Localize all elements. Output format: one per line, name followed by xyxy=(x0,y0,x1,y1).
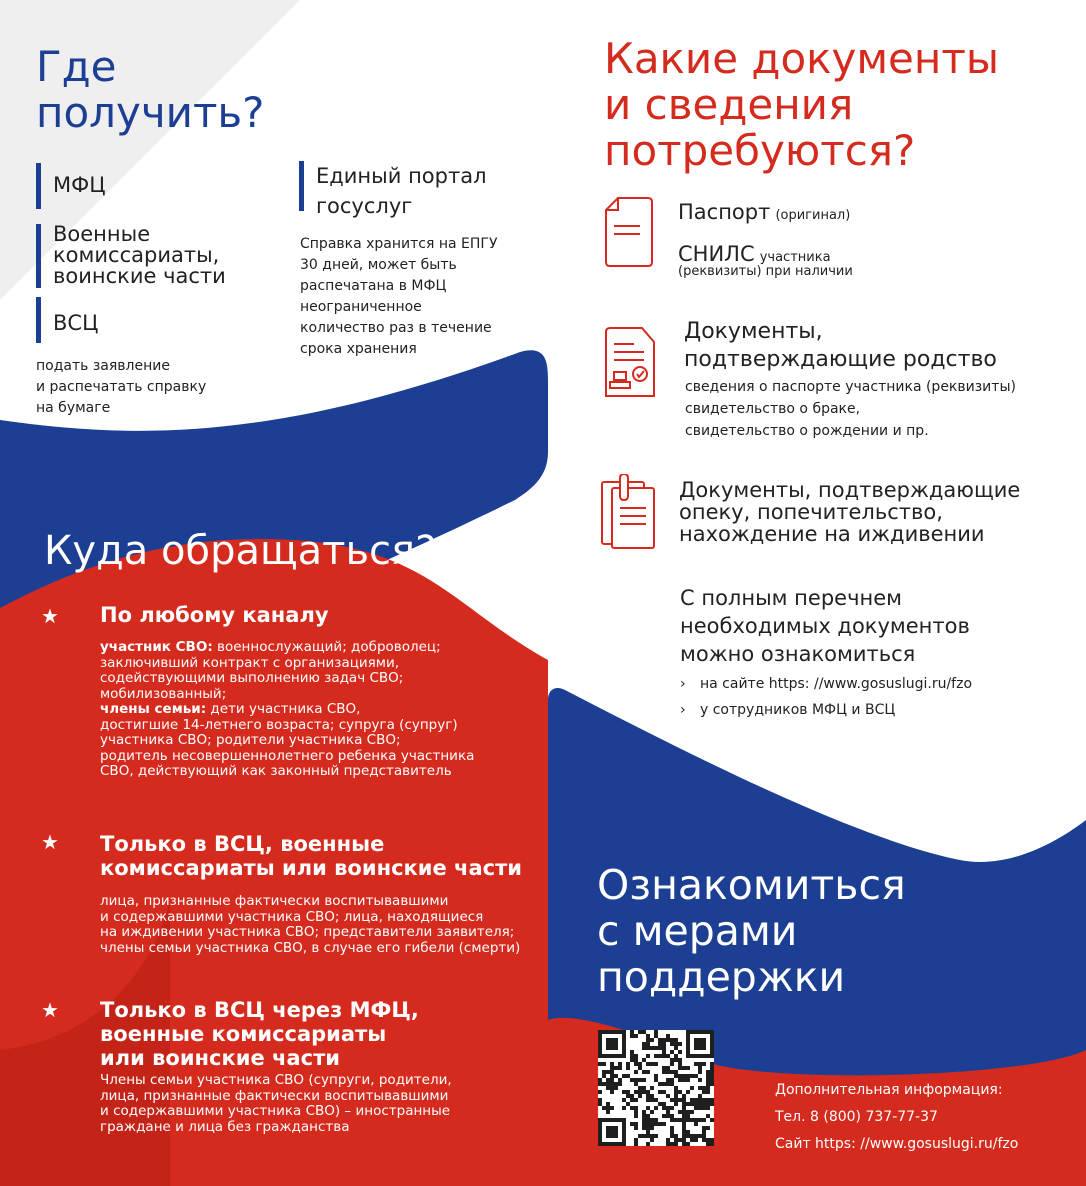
portal-note-line: распечатана в МФЦ xyxy=(300,278,447,294)
section-body-line xyxy=(100,702,474,718)
support-title-line: поддержки xyxy=(597,953,846,1001)
kinship-sub-line: свидетельство о браке, xyxy=(685,401,861,417)
section-body-line xyxy=(100,671,474,687)
kinship-item xyxy=(684,318,997,374)
body-text: дети участника СВО, xyxy=(206,701,361,717)
snils-item xyxy=(678,242,853,279)
full-list-line: можно ознакомиться xyxy=(680,642,916,666)
section-body xyxy=(100,1073,452,1135)
section-body-line: на иждивении участника СВО; представители заявителя; xyxy=(100,924,515,940)
where-item-mfc xyxy=(36,163,106,209)
support-title-line: Ознакомиться xyxy=(597,861,906,909)
where-title-line: Где xyxy=(36,42,117,91)
star-icon: ★ xyxy=(41,830,59,854)
section-body xyxy=(100,640,474,780)
section-body-line: и содержавшими участника СВО) – иностранные xyxy=(100,1103,451,1119)
body-text: содействующими выполнению задач СВО; xyxy=(100,670,404,686)
portal-line: Единый портал xyxy=(316,164,487,188)
list-item xyxy=(680,672,972,696)
body-text: родитель несовершеннолетнего ребенка участника xyxy=(100,747,475,764)
where-note-line: на бумаге xyxy=(36,400,111,416)
where-item-commissariats xyxy=(36,224,226,288)
link-text: у сотрудников МФЦ и ВСЦ xyxy=(700,702,896,718)
where-title xyxy=(36,44,264,136)
where-note-line: и распечатать справку xyxy=(36,379,207,395)
info-label: Дополнительная информация: xyxy=(775,1082,1003,1098)
document-icon xyxy=(604,196,654,268)
clipboard-icon xyxy=(600,474,658,550)
where-item-line: Военные xyxy=(53,222,151,246)
link-text: на сайте https: //www.gosuslugi.ru/fzo xyxy=(700,676,973,692)
where-note xyxy=(36,356,206,419)
portal-item xyxy=(299,161,487,218)
section-heading xyxy=(100,604,329,626)
section-body-line: и содержавшими участника СВО; лица, находящиеся xyxy=(100,908,484,925)
passport-label: Паспорт xyxy=(678,200,771,224)
full-list-line: С полным перечнем xyxy=(680,586,902,610)
portal-line: госуслуг xyxy=(316,194,413,218)
where-title-line: получить? xyxy=(36,88,265,137)
certificate-stamp-icon xyxy=(604,326,658,398)
where-item-line: комиссариаты, xyxy=(53,243,220,267)
where-note-line: подать заявление xyxy=(36,358,170,374)
passport-note: (оригинал) xyxy=(775,208,851,223)
kinship-sub-line: сведения о паспорте участника (реквизиты) xyxy=(685,379,1016,395)
star-icon: ★ xyxy=(41,998,59,1022)
section-heading-line: комиссариаты или воинские части xyxy=(100,856,522,880)
section-heading xyxy=(100,832,522,880)
section-heading xyxy=(100,998,419,1070)
body-text: участника СВО; родители участника СВО; xyxy=(100,732,401,748)
custody-line: нахождение на иждивении xyxy=(679,522,985,546)
portal-note-line: Справка хранится на ЕПГУ xyxy=(300,236,498,252)
section-body xyxy=(100,894,520,956)
section-body-line: Члены семьи участника СВО (супруги, родители, xyxy=(100,1072,452,1088)
chevron-right-icon: › xyxy=(680,676,686,692)
section-body-line: лица, признанные фактически воспитывавшими xyxy=(100,1087,449,1104)
additional-info xyxy=(775,1077,1018,1158)
body-text: мобилизованный; xyxy=(100,685,227,702)
body-text: заключивший контракт с организациями, xyxy=(100,654,400,671)
passport-item xyxy=(678,200,850,224)
documents-title-line: и сведения xyxy=(604,80,854,129)
kinship-sub xyxy=(685,376,1016,442)
support-title-line: с мерами xyxy=(597,907,798,955)
body-text: СВО, действующий как законный представитель xyxy=(100,763,452,779)
where-item-line: воинские части xyxy=(53,264,226,288)
section-heading-line: Только в ВСЦ, военные xyxy=(100,832,385,856)
portal-note-line: 30 дней, может быть xyxy=(300,257,457,273)
support-title xyxy=(597,862,906,1000)
portal-note-line: количество раз в течение xyxy=(300,320,492,336)
full-list xyxy=(680,584,970,668)
section-body-line xyxy=(100,764,474,780)
documents-title-line: потребуются? xyxy=(604,126,916,175)
section-body-line xyxy=(100,640,474,656)
documents-title-line: Какие документы xyxy=(604,34,999,83)
portal-note-line: срока хранения xyxy=(300,341,417,357)
where-item-label: МФЦ xyxy=(53,173,106,197)
section-heading-line: По любому каналу xyxy=(100,603,329,627)
kinship-line: подтверждающие родство xyxy=(684,347,997,372)
body-text: военнослужащий; доброволец; xyxy=(212,639,441,655)
kinship-line: Документы, xyxy=(684,319,823,344)
custody-line: опеку, попечительство, xyxy=(679,500,943,524)
section-body-line xyxy=(100,718,474,734)
section-body-line: граждане и лица без гражданства xyxy=(100,1118,350,1135)
section-heading-line: или воинские части xyxy=(100,1046,340,1070)
snils-note: участника xyxy=(759,250,831,265)
where-item-vsc xyxy=(36,297,98,343)
info-site: Сайт https: //www.gosuslugi.ru/fzo xyxy=(775,1136,1019,1152)
links-list xyxy=(680,672,972,722)
chevron-right-icon: › xyxy=(680,702,686,718)
portal-note xyxy=(300,234,497,360)
section-body-line xyxy=(100,656,474,672)
section-heading-line: Только в ВСЦ через МФЦ, xyxy=(100,998,419,1022)
custody-item xyxy=(679,479,1020,545)
body-bold: участник СВО: xyxy=(100,639,213,655)
section-heading-line: военные комиссариаты xyxy=(100,1022,387,1046)
snils-note: (реквизиты) при наличии xyxy=(678,264,853,279)
info-phone: Тел. 8 (800) 737-77-37 xyxy=(775,1109,938,1125)
documents-title xyxy=(604,36,999,174)
kinship-sub-line: свидетельство о рождении и пр. xyxy=(685,423,929,439)
section-body-line xyxy=(100,733,474,749)
where-item-label: ВСЦ xyxy=(53,311,99,335)
section-body-line: лица, признанные фактически воспитывавшими xyxy=(100,893,449,909)
star-icon: ★ xyxy=(41,604,59,628)
portal-note-line: неограниченное xyxy=(300,299,422,315)
section-body-line xyxy=(100,687,474,703)
body-bold: члены семьи: xyxy=(100,701,207,717)
where-to-title: Куда обращаться? xyxy=(44,528,437,574)
full-list-line: необходимых документов xyxy=(680,614,970,638)
section-body-line xyxy=(100,749,474,765)
custody-line: Документы, подтверждающие xyxy=(679,478,1021,502)
list-item xyxy=(680,698,972,722)
section-body-line: члены семьи участника СВО, в случае его гибели (смерти) xyxy=(100,939,521,956)
body-text: достигшие 14-летнего возраста; супруга (супруг) xyxy=(100,716,458,733)
qr-code[interactable] xyxy=(598,1030,714,1146)
snils-label: СНИЛС xyxy=(678,242,755,266)
